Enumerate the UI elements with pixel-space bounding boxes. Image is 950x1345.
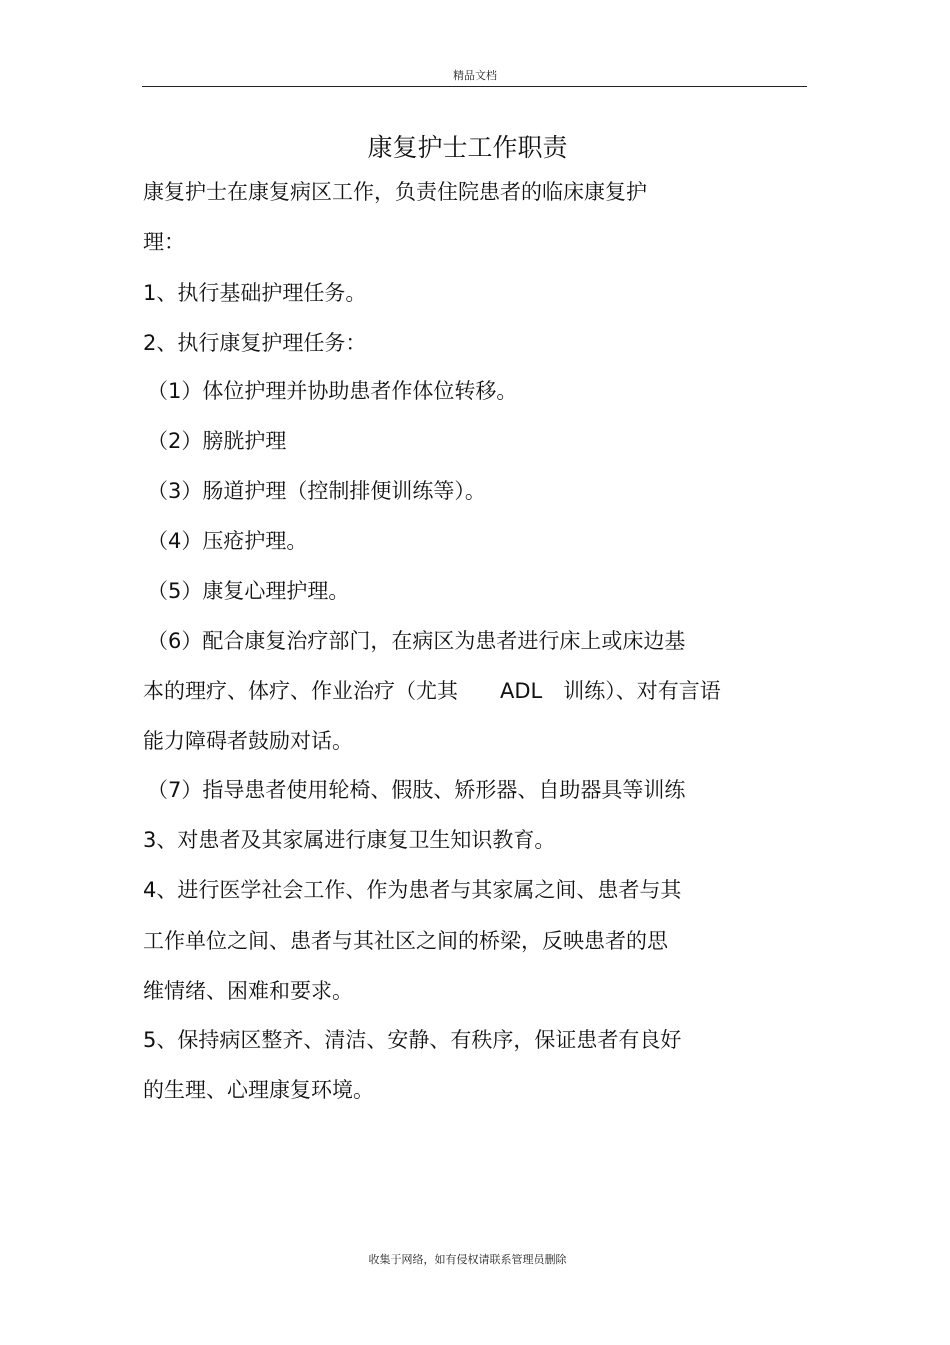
list-item: 4、进行医学社会工作、作为患者与其家属之间、患者与其 [143, 878, 682, 902]
list-item: 3、对患者及其家属进行康复卫生知识教育。 [143, 828, 556, 852]
list-item: 5、保持病区整齐、清洁、安静、有秩序，保证患者有良好 [143, 1028, 682, 1052]
body-line: 理： [143, 230, 185, 254]
sub-list-item: （6）配合康复治疗部门，在病区为患者进行床上或床边基 [147, 629, 686, 653]
sub-list-item: （3）肠道护理（控制排便训练等）。 [147, 479, 486, 503]
header-divider [142, 86, 807, 87]
body-line: 康复护士在康复病区工作，负责住院患者的临床康复护 [143, 180, 647, 204]
body-line: 的生理、心理康复环境。 [143, 1078, 374, 1102]
sub-list-item: （1）体位护理并协助患者作体位转移。 [147, 379, 518, 403]
sub-list-item: （7）指导患者使用轮椅、假肢、矫形器、自助器具等训练 [147, 778, 686, 802]
body-line: 工作单位之间、患者与其社区之间的桥梁，反映患者的思 [143, 929, 668, 953]
sub-list-item: （5）康复心理护理。 [147, 579, 350, 603]
header-text: 精品文档 [453, 69, 497, 82]
sub-list-item: （2）膀胱护理 [147, 429, 287, 453]
list-item: 1、执行基础护理任务。 [143, 281, 367, 305]
list-item: 2、执行康复护理任务： [143, 331, 367, 355]
body-line: 维情绪、困难和要求。 [143, 979, 353, 1003]
page-footer: 收集于网络，如有侵权请联系管理员删除 [368, 1253, 567, 1266]
sub-list-item: （4）压疮护理。 [147, 529, 308, 553]
document-title: 康复护士工作职责 [367, 133, 568, 162]
body-line: 能力障碍者鼓励对话。 [143, 729, 353, 753]
body-line: 本的理疗、体疗、作业治疗（尤其 ADL 训练）、对有言语 [143, 679, 721, 703]
